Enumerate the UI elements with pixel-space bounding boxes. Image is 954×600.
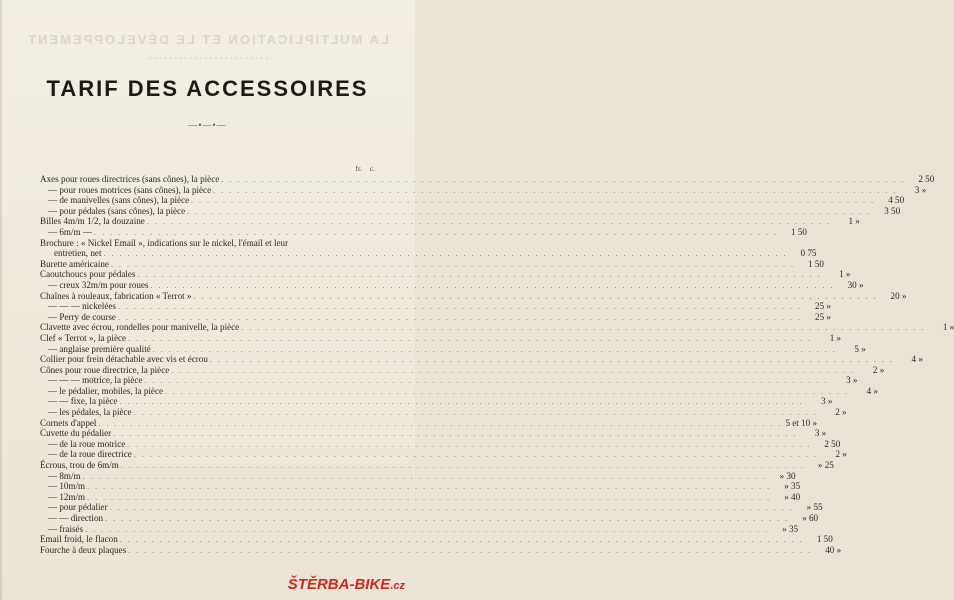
price-list — [40, 164, 954, 555]
item-label: — — fixe, la pièce — [48, 396, 118, 407]
item-price: 40 » — [825, 544, 842, 555]
item-price: 2 50 — [824, 438, 841, 449]
price-row — [40, 258, 824, 270]
item-price: 1 50 — [808, 258, 824, 269]
item-label: — creux 32m/m pour roues — [48, 279, 149, 290]
item-price: » 25 — [817, 460, 834, 471]
leader-dots — [135, 270, 821, 281]
item-label: — les pédales, la pièce — [48, 407, 132, 418]
leader-dots — [119, 461, 805, 472]
item-price: 1 50 — [816, 534, 833, 545]
item-price: 20 » — [890, 290, 907, 301]
leader-dots — [132, 450, 818, 461]
price-row — [40, 544, 842, 556]
leader-dots — [111, 429, 797, 440]
item-label: Brochure : « Nickel Email », indications sur le nickel, l'émail et leur — [40, 237, 289, 248]
leader-dots — [149, 281, 835, 292]
item-label: Écrous, trou de 6m/m — [40, 460, 119, 471]
price-row — [40, 407, 847, 418]
page-title: TARIF DES ACCESSOIRES — [46, 76, 369, 101]
price-row — [40, 322, 954, 333]
item-label: entretien, net — [54, 248, 102, 259]
item-price: 2 » — [872, 364, 885, 375]
leader-dots — [103, 514, 789, 525]
item-label: Clavette avec écrou, rondelles pour manivelle, la pièce — [40, 322, 240, 333]
leader-dots — [125, 440, 811, 451]
item-label: — 10m/m — [48, 481, 86, 492]
price-row — [40, 311, 831, 323]
item-price: 1 » — [839, 269, 851, 280]
logo-tld: .cz — [390, 580, 405, 592]
leader-dots — [116, 302, 802, 313]
price-row — [40, 534, 833, 545]
item-label: — anglaise première qualité — [48, 343, 151, 354]
price-row — [40, 375, 858, 386]
item-price: 3 » — [821, 396, 833, 407]
item-label: — Perry de course — [48, 311, 116, 322]
item-price: 25 » — [815, 311, 831, 322]
item-price: 0 75 — [800, 248, 817, 259]
item-price: » 40 — [784, 491, 801, 502]
leader-dots — [219, 175, 905, 186]
item-label: — fraisés — [48, 523, 84, 534]
item-label: — pour pédales (sans cônes), la pièce — [48, 205, 186, 216]
item-label: Clef « Terrot », la pièce — [40, 332, 127, 343]
price-row — [40, 417, 818, 429]
bleed-through-text — [10, 32, 405, 63]
item-price: 3 » — [914, 184, 927, 195]
leader-dots — [101, 249, 787, 260]
units-header: fr. c. — [355, 164, 375, 173]
price-row — [40, 460, 834, 471]
leader-dots — [189, 196, 875, 207]
item-price: 4 » — [866, 385, 879, 396]
item-price: 4 » — [911, 354, 923, 365]
item-label: — de la roue directrice — [48, 449, 132, 460]
item-price: » 35 — [782, 523, 799, 534]
item-price: 1 50 — [791, 226, 807, 237]
item-label: — pour roues motrices (sans cônes), la pièce — [48, 184, 212, 195]
item-price: 4 50 — [888, 195, 905, 206]
item-price: 1 » — [942, 322, 954, 333]
item-label: Fourche à deux plaques — [40, 544, 127, 555]
leader-dots — [191, 292, 877, 303]
item-label: — de la roue motrice — [48, 438, 126, 449]
item-label: — 6m/m — — [48, 226, 92, 237]
item-label: Axes pour roues directrices (sans cônes), la pièce — [40, 174, 220, 184]
price-row — [40, 248, 817, 259]
ornament-divider: —•—•— — [188, 120, 227, 130]
item-label: — 12m/m — [48, 491, 86, 502]
item-price: » 30 — [779, 470, 796, 481]
price-row — [40, 216, 860, 227]
price-row — [40, 174, 935, 185]
watermark-logo — [273, 576, 405, 594]
leader-dots — [145, 217, 831, 228]
item-label: — — direction — [48, 513, 104, 523]
item-price: 5 et 10 » — [785, 417, 818, 428]
item-price: » 35 — [784, 481, 801, 492]
leader-dots — [81, 472, 767, 483]
price-row — [40, 332, 842, 344]
item-price: 5 » — [854, 343, 866, 354]
item-price: 1 » — [848, 216, 860, 227]
item-price: » 55 — [806, 502, 823, 513]
price-row — [40, 301, 831, 312]
item-price: 2 50 — [918, 174, 935, 184]
leader-dots — [126, 546, 812, 557]
leader-dots — [117, 397, 803, 408]
item-label: Burette américaine — [40, 258, 109, 269]
bleed-line-1: LA MULTIPLICATION ET LE DÉVELOPPEMENT — [26, 32, 389, 47]
item-label: — de manivelles (sans cônes), la pièce — [48, 195, 190, 206]
item-label: Cornets d'appel — [40, 417, 97, 428]
item-price: 25 » — [815, 301, 831, 312]
bleed-line-2: ........................ — [146, 49, 269, 62]
item-label: — 8m/m — [48, 470, 81, 481]
price-row — [40, 290, 907, 302]
leader-dots — [118, 535, 804, 546]
leader-dots — [132, 408, 818, 419]
price-row — [40, 195, 905, 206]
price-row — [40, 343, 866, 355]
item-price: 2 » — [835, 407, 847, 418]
price-row — [40, 385, 879, 397]
leader-dots — [85, 482, 771, 493]
leader-dots — [169, 366, 855, 377]
price-row — [40, 364, 885, 376]
item-price: 3 » — [846, 375, 858, 386]
leader-dots — [108, 503, 794, 514]
item-price: 3 50 — [884, 205, 901, 216]
item-label: — pour pédalier — [48, 502, 108, 513]
price-row — [40, 513, 819, 524]
item-label: Cuvette du pédalier — [40, 428, 112, 439]
item-label: — le pédalier, mobiles, la pièce — [48, 385, 164, 396]
price-row — [40, 428, 827, 439]
item-label: Caoutchoucs pour pédales — [40, 269, 136, 280]
item-label: — — — nickelées — [48, 301, 116, 312]
price-row — [40, 184, 927, 196]
leader-dots — [142, 376, 828, 387]
price-row — [40, 491, 801, 503]
leader-dots — [109, 260, 795, 271]
leader-dots — [96, 419, 782, 430]
leader-dots — [208, 355, 894, 366]
item-price: » 60 — [802, 513, 819, 523]
item-label: Collier pour frein détachable avec vis et écrou — [40, 354, 208, 365]
logo-name: ŠTĚRBA-BIKE — [287, 576, 391, 593]
price-row — [40, 502, 823, 513]
price-row — [40, 470, 796, 482]
item-price: 2 » — [835, 449, 847, 460]
leader-dots — [163, 387, 849, 398]
item-label: Chaînes à rouleaux, fabrication « Terrot » — [40, 290, 192, 301]
price-row — [40, 354, 923, 365]
price-row — [40, 449, 847, 460]
price-row — [40, 269, 851, 280]
price-row — [40, 279, 864, 291]
item-price: 1 » — [829, 332, 842, 343]
item-label: Email froid, le flacon — [40, 534, 118, 545]
price-row — [40, 523, 799, 535]
leader-dots — [211, 186, 897, 197]
price-row — [40, 226, 807, 238]
item-label: Billes 4m/m 1/2, la douzaine — [40, 216, 145, 227]
item-price: 30 » — [847, 279, 864, 290]
leader-dots — [85, 493, 771, 504]
price-row — [40, 438, 841, 450]
price-row — [40, 481, 801, 492]
leader-dots — [185, 207, 871, 218]
item-label: — — — motrice, la pièce — [48, 375, 143, 386]
leader-dots — [151, 345, 837, 356]
leader-dots — [126, 334, 812, 345]
leader-dots — [83, 525, 769, 536]
price-row — [40, 205, 901, 217]
price-row — [40, 238, 378, 249]
item-price: 3 » — [814, 428, 827, 439]
item-label: Cônes pour roue directrice, la pièce — [40, 364, 170, 375]
price-row — [40, 396, 833, 407]
